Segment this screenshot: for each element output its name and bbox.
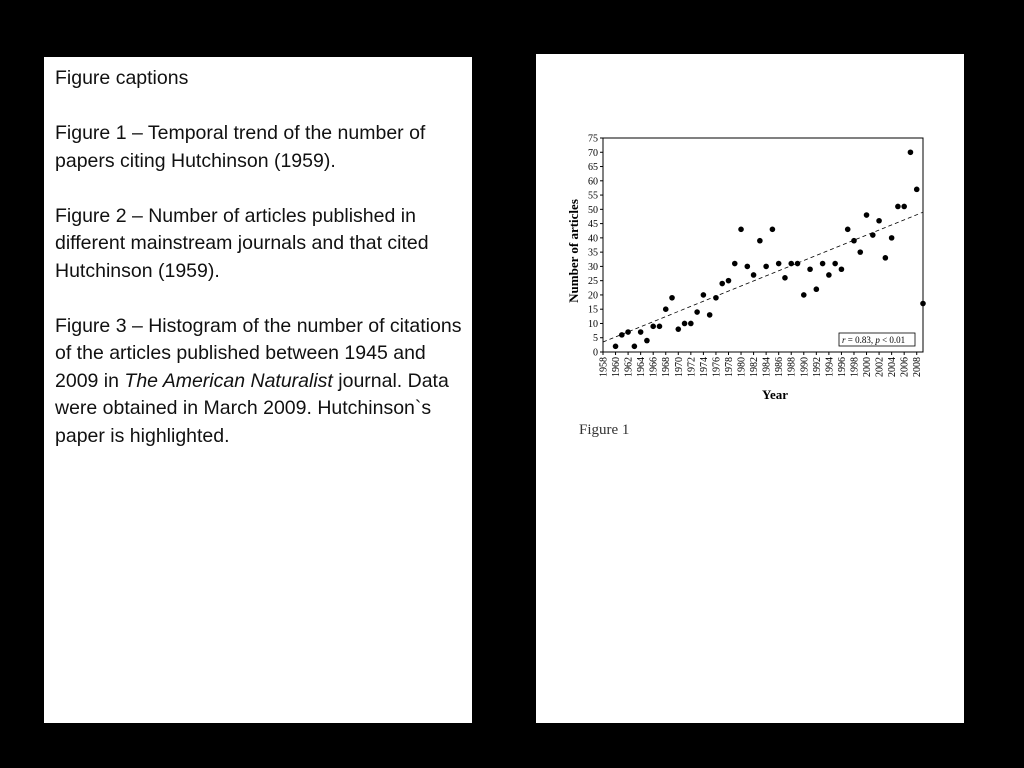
figure-caption: Figure 1 xyxy=(579,422,630,438)
y-tick-label: 20 xyxy=(588,290,598,302)
y-tick-label: 75 xyxy=(588,133,598,145)
x-tick-label: 2004 xyxy=(887,357,899,377)
data-point xyxy=(820,261,826,267)
figure-page xyxy=(536,54,964,723)
data-point xyxy=(832,261,838,267)
data-point xyxy=(876,218,882,224)
stat-value: < 0.01 xyxy=(879,335,906,345)
x-tick-label: 1970 xyxy=(673,357,685,377)
y-tick-label: 65 xyxy=(588,162,598,174)
y-tick-label: 35 xyxy=(588,247,598,259)
data-point xyxy=(776,261,782,267)
x-axis-label: Year xyxy=(762,387,788,402)
data-point xyxy=(688,321,694,327)
x-tick-label: 1984 xyxy=(761,357,773,377)
x-tick-label: 1976 xyxy=(711,357,723,377)
data-point xyxy=(870,232,876,238)
stat-value: = 0.83, xyxy=(845,335,876,345)
x-tick-label: 1992 xyxy=(811,357,823,377)
figure-3-caption-start: Figure 3 – Histogram of the number of citations of the articles published between 1945 and 2009 in xyxy=(55,314,462,392)
data-point xyxy=(650,324,656,330)
captions-page xyxy=(44,57,472,723)
data-point xyxy=(757,238,763,244)
x-tick-label: 1968 xyxy=(661,357,673,377)
data-point xyxy=(663,306,669,312)
figure-3-caption-end: journal. Data were obtained in March 2009. Hutchinson`s paper is highlighted. xyxy=(55,369,449,447)
x-tick-label: 1988 xyxy=(786,357,798,377)
y-tick-label: 60 xyxy=(588,176,598,188)
x-tick-label: 1960 xyxy=(611,357,623,377)
x-tick-label: 1990 xyxy=(799,357,811,377)
data-point xyxy=(644,338,650,344)
data-point xyxy=(795,261,801,267)
data-point xyxy=(625,329,631,335)
data-point xyxy=(694,309,700,315)
y-tick-label: 25 xyxy=(588,276,598,288)
y-axis-label: Number of articles xyxy=(566,199,581,303)
plot-frame xyxy=(603,138,923,352)
data-point xyxy=(638,329,644,335)
data-point xyxy=(814,286,820,292)
x-tick-label: 1978 xyxy=(723,357,735,377)
x-tick-label: 1994 xyxy=(824,357,836,377)
x-tick-label: 1980 xyxy=(736,357,748,377)
y-tick-label: 50 xyxy=(588,204,598,216)
data-point xyxy=(719,281,725,287)
trend-line xyxy=(603,212,923,342)
x-tick-label: 1974 xyxy=(698,357,710,377)
y-tick-label: 70 xyxy=(588,147,598,159)
data-point xyxy=(845,227,851,233)
x-tick-label: 2006 xyxy=(899,357,911,377)
stat-symbol: p xyxy=(875,335,880,345)
x-tick-label: 1986 xyxy=(774,357,786,377)
data-point xyxy=(669,295,675,301)
y-tick-label: 10 xyxy=(588,318,598,330)
data-point xyxy=(632,343,638,349)
y-tick-label: 30 xyxy=(588,261,598,273)
data-point xyxy=(682,321,688,327)
data-point xyxy=(826,272,832,278)
stat-symbol: r xyxy=(842,335,846,345)
data-point xyxy=(701,292,707,298)
captions-heading: Figure captions xyxy=(55,67,189,89)
data-point xyxy=(782,275,788,281)
y-tick-label: 45 xyxy=(588,219,598,231)
y-tick-label: 0 xyxy=(593,347,598,359)
data-point xyxy=(807,266,813,272)
journal-name: The American Naturalist xyxy=(124,369,333,392)
x-tick-label: 2008 xyxy=(912,357,924,377)
data-point xyxy=(713,295,719,301)
figure-2-caption: Figure 2 – Number of articles published in different mainstream journals and that cited Hutchinson (1959). xyxy=(55,204,429,282)
y-tick-label: 15 xyxy=(588,304,598,316)
x-tick-label: 1958 xyxy=(598,357,610,377)
data-point xyxy=(726,278,732,284)
data-point xyxy=(745,264,751,270)
data-point xyxy=(889,235,895,241)
data-point xyxy=(801,292,807,298)
data-point xyxy=(770,227,776,233)
data-point xyxy=(707,312,713,318)
x-tick-label: 1982 xyxy=(749,357,761,377)
y-tick-label: 40 xyxy=(588,233,598,245)
y-tick-label: 5 xyxy=(593,333,598,345)
data-point xyxy=(883,255,889,261)
stat-annotation xyxy=(842,335,905,345)
x-tick-label: 1996 xyxy=(836,357,848,377)
data-point xyxy=(851,238,857,244)
x-tick-label: 2002 xyxy=(874,357,886,377)
data-point xyxy=(864,212,870,218)
data-point xyxy=(732,261,738,267)
data-point xyxy=(738,227,744,233)
figure-3-caption xyxy=(55,313,462,451)
data-point xyxy=(657,324,663,330)
data-point xyxy=(619,332,625,338)
figure-1-caption: Figure 1 – Temporal trend of the number of papers citing Hutchinson (1959). xyxy=(55,122,426,172)
scatter-chart xyxy=(536,54,964,723)
x-tick-label: 1972 xyxy=(686,357,698,377)
x-tick-label: 1964 xyxy=(636,357,648,377)
data-point xyxy=(914,187,920,193)
data-point xyxy=(839,266,845,272)
x-tick-label: 1962 xyxy=(623,357,635,377)
data-point xyxy=(908,149,914,155)
data-point xyxy=(920,301,926,307)
x-tick-label: 1998 xyxy=(849,357,861,377)
data-point xyxy=(895,204,901,210)
data-point xyxy=(901,204,907,210)
data-point xyxy=(857,249,863,255)
data-point xyxy=(788,261,794,267)
x-tick-label: 2000 xyxy=(862,357,874,377)
data-point xyxy=(675,326,681,332)
y-tick-label: 55 xyxy=(588,190,598,202)
data-point xyxy=(751,272,757,278)
data-point xyxy=(613,343,619,349)
x-tick-label: 1966 xyxy=(648,357,660,377)
data-point xyxy=(763,264,769,270)
